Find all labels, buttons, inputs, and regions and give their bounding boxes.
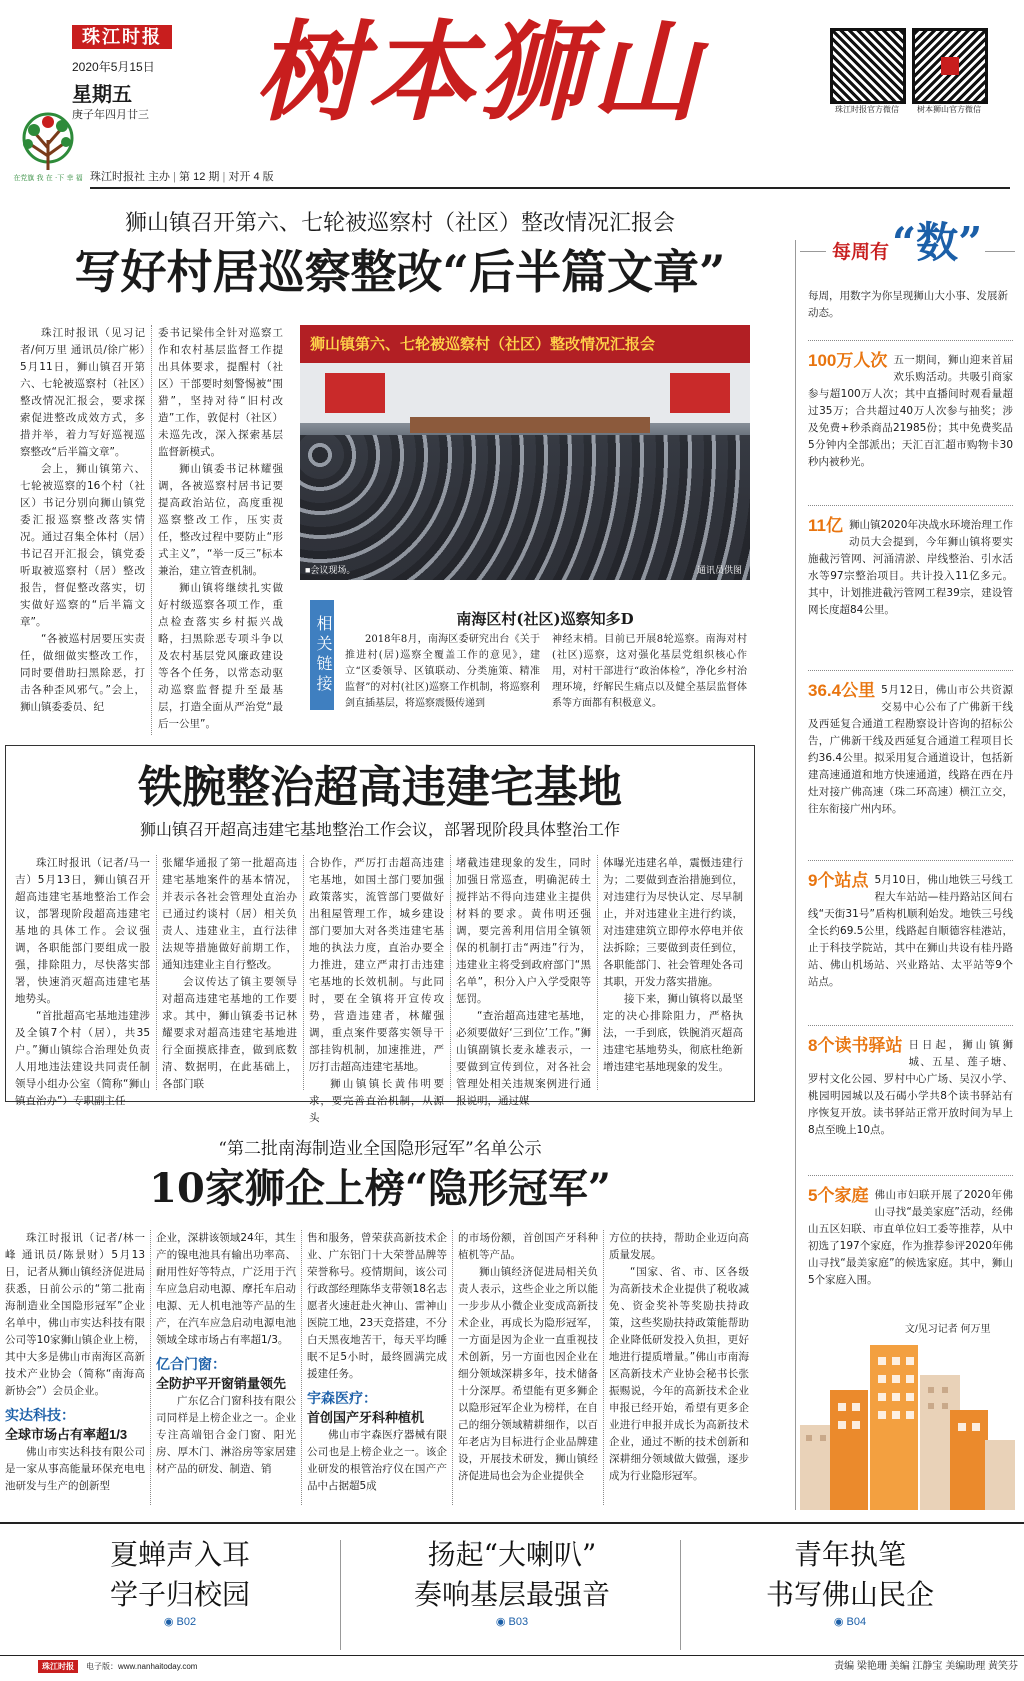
- weekly-item: [808, 670, 1013, 845]
- article3-company-2: 亿合门窗：: [156, 1356, 226, 1372]
- article2-col4: [456, 855, 591, 1107]
- article3-sub-3: 首创国产牙科种植机: [307, 1410, 425, 1425]
- emblem-caption: 在党旗 我 在 ·下 幸 福: [13, 174, 83, 182]
- related-link-col1: [345, 632, 540, 717]
- article2-col1-p1: 珠江时报讯（记者/马一吉）5月13日，狮山镇召开超高违建宅基地整治工作会议，部署现阶段超高违建宅基地的具体工作。会议强调，各职能部门要组成一股强，排除阻力，尽快落实部署，快速消灭超高违建宅基地势头。: [15, 857, 150, 1005]
- publisher-logo: 珠江时报: [72, 25, 172, 49]
- newspaper-title: 树本狮山: [255, 10, 704, 136]
- photo-caption-right: 通讯员供图: [696, 565, 742, 575]
- article3-col5: [609, 1230, 749, 1510]
- weekly-number: 11亿: [808, 516, 843, 535]
- weekly-item: [808, 1175, 1013, 1286]
- related-link-tag-text: 相关链接: [314, 615, 331, 695]
- weekly-text: 佛山市妇联开展了2020年佛山寻找“最美家庭”活动，经佛山五区妇联、市直单位妇工委等推荐，从中初选了197个家庭，作为推荐参评2020年佛山寻找“最美家庭”的候选家庭。其中，狮山5个家庭入围。: [808, 1189, 1013, 1286]
- info-issue: 第 12 期: [179, 171, 220, 183]
- article3-divider-2: [301, 1230, 302, 1505]
- related-link-p2: 神经末梢。目前已开展8轮巡察。南海对村(社区)巡察，这对强化基层党组织核心作用，对村干部进行“政治体检”，净化乡村治理环境，纾解民生痛点以及健全基层监督体系等方面都有积极意义。: [552, 634, 747, 709]
- article2-col3-p2: 狮山镇镇长黄伟明要求，要完善直治机制，从源头: [309, 1078, 444, 1124]
- teaser-page-ref: [700, 1615, 1000, 1628]
- footer-site[interactable]: 电子版：www.nanhaitoday.com: [86, 1662, 198, 1671]
- footer-rule: [0, 1655, 1024, 1656]
- related-link-tag: [310, 600, 334, 710]
- weekly-number: 9个站点: [808, 871, 869, 890]
- article3-divider-4: [603, 1230, 604, 1505]
- photo-banner-text: 狮山镇第六、七轮被巡察村（社区）整改情况汇报会: [310, 336, 656, 353]
- article3-col3-p2: 佛山市宇森医疗器械有限公司也是上榜企业之一。该企业研发的根管治疗仪在国产产品中占据超5成: [307, 1429, 447, 1492]
- weekly-number: 36.4公里: [808, 681, 876, 700]
- article1-kicker: 狮山镇召开第六、七轮被巡察村（社区）整改情况汇报会: [124, 211, 675, 236]
- weekly-title-main: “数”: [892, 218, 983, 267]
- article2-col4-p2: “查治超高违建宅基地，必须要做好‘三到位’工作。”狮山镇副镇长麦永雄表示，一要做到宣传到位，对各社会管理处相关违规案例进行通报说明，通过媒: [456, 1010, 591, 1107]
- teaser-page: B04: [846, 1616, 867, 1628]
- weekly-number: 100万人次: [808, 351, 888, 370]
- teaser-page-ref: [30, 1615, 330, 1628]
- weekly-number: 5个家庭: [808, 1186, 869, 1205]
- article1-col1: [20, 325, 145, 740]
- related-link-title: 南海区村(社区)巡察知多D: [456, 610, 634, 628]
- qr-code-shushan: [912, 28, 988, 104]
- weekly-header: [800, 215, 1020, 275]
- masthead: [0, 0, 1024, 195]
- article1-col2-p2: 狮山镇委书记林耀强调，各被巡察村居书记要提高政治站位，高度重视巡察整改工作，压实责任，整改过程中要防止“形式主义”，“举一反三”标本兼治，建立管查机制。: [158, 463, 283, 577]
- article3-kicker: “第二批南海制造业全国隐形冠军”名单公示: [218, 1139, 542, 1159]
- qr2-caption: 树本狮山官方微信: [917, 105, 981, 114]
- article2-col3: [309, 855, 444, 1124]
- weekly-credit: 文/见习记者 何万里: [905, 1324, 991, 1335]
- teaser-line2: 奏响基层最强音: [413, 1578, 610, 1611]
- weekly-title-prefix: 每周有: [832, 242, 890, 263]
- related-link-col2: [552, 632, 747, 717]
- info-pages: 对开 4 版: [228, 171, 274, 183]
- weekly-text: 5月10日，佛山地铁三号线工程大车站站—桂丹路站区间右线“天街31号”盾构机顺利始发。地铁三号线全长约69.5公里，线路起自顺德容桂港站，止于科技学院站，其中在狮山共设有桂丹路站、佛山机场站、兴业路站、太平站等9个站点。: [808, 874, 1013, 988]
- qr1-caption: 珠江时报官方微信: [835, 105, 899, 114]
- article1-col1-p2: 会上，狮山镇第六、七轮被巡察的16个村（社区）书记分别向狮山镇党委汇报巡察整改落实情况。通过召集全体村（居）书记召开汇报会，镇党委听取被巡察村（居）整改报告，督促整改落实，切实做好巡察的“后半篇文章”。: [20, 463, 145, 628]
- article3-col1-p2: 佛山市实达科技有限公司是一家从事高能量环保充电电池研发与生产的创新型: [5, 1446, 145, 1492]
- page-arrow-icon: ◉: [833, 1616, 844, 1628]
- article1-col1-p3: “各被巡村居要压实责任，做细做实整改工作，同时要借助扫黑除恶，打击各种歪风邪气。”会上，狮山镇委委员、纪: [20, 633, 145, 713]
- article2-col1: [15, 855, 150, 1107]
- party-tree-emblem-icon: [8, 110, 88, 185]
- article2-col5-p2: 接下来，狮山镇将以最坚定的决心排除阻力，严格执法，一手到底，铁腕消灭超高违建宅基地势头，彻底杜绝新增违建宅基地现象的发生。: [603, 993, 743, 1073]
- page-arrow-icon: ◉: [495, 1616, 506, 1628]
- article2-col2-p1: 张耀华通报了第一批超高违建宅基地案件的基本情况，并表示各社会管理处直治办已通过约谈村（居）相关负责人、违建业主，直行法律法规等措施做好前期工作，通知违建业主自行整改。: [162, 857, 297, 971]
- weekly-text: 五一期间，狮山迎来首届欢乐购活动。共吸引商家参与超100万人次；其中直播间时观看量超过35万；合共超过40万人次参与抽奖；涉及免费+秒杀商品21985份；其中免费奖品5分钟内全部派出；天汇百汇超市购物卡30秒内被秒光。: [808, 354, 1013, 468]
- weekly-item: [808, 1025, 1013, 1165]
- article2-col2: [162, 855, 297, 1095]
- weekly-text: 5月12日，佛山市公共资源交易中心公布了广佛新干线及西延复合通道工程勘察设计咨询的招标公告，广佛新干线及西延复合通道工程项目长约36.4公里。拟采用复合通道设计，包括新建高速通道和地方快速通道，线路在西在丹灶对接广佛高速（珠二环高速）横江立交，往东衔接广州内环。: [808, 684, 1013, 815]
- related-link-p1: 2018年8月，南海区委研究出台《关于推进村(居)巡察全覆盖工作的意见》，建立“区委领导、区镇联动、分类施策、精准监督”的对村(社区)巡察工作机制，将巡察利剑直插基层，将巡察震慑传递到: [345, 634, 540, 709]
- article3-col1-p1: 珠江时报讯（记者/林一峰 通讯员/陈景财）5月13日，记者从狮山镇经济促进局获悉，日前公示的“第二批南海制造业全国隐形冠军”企业名单中，佛山市实达科技有限公司等10家狮山镇企业上榜，其中大多是佛山市南海区高新技术产业协会（简称“南海高新协会”）会员企业。: [5, 1232, 145, 1397]
- sidebar-left-rule: [795, 240, 796, 1510]
- footer-staff: 责编 梁艳珊 美编 江静宝 美编助理 黄笑芬: [834, 1661, 1018, 1672]
- article2-col3-p1: 合协作，严厉打击超高违建宅基地，如国土部门要加强政策落实，流管部门要做好出租屋管理工作，城乡建设部门要加大对各类违建宅基地的执法力度，直治办要全力推进，建立严肃打击违建宅基地的长效机制。与此同时，要在全镇将开宣传攻势，营造违建者，林耀强调，重点案件要落实领导干部挂钩机制，加速推进，严厉打击超高违建宅基地。: [309, 857, 444, 1073]
- qr-code-zhujiang: [830, 28, 906, 104]
- article3-col3-p1: 售和服务，曾荣获高新技术企业、广东铝门十大荣誉品牌等荣誉称号。疫情期间，该公司行政部经理陈华支带领18名志愿者火速赶赴火神山、雷神山医院工地，23天竞搭建，不分白天黑夜地苦干，每天平均睡眠不足5小时，最终圆满完成援建任务。: [307, 1232, 447, 1380]
- info-host: 珠江时报社 主办: [90, 171, 171, 183]
- article2-headline: 铁腕整治超高违建宅基地: [138, 762, 622, 813]
- teaser-page-ref: [362, 1615, 662, 1628]
- article3-col2-p1: 企业，深耕该领域24年，其生产的镍电池具有输出功率高、耐用性好等特点，广泛用于汽车应急启动电源、摩托车启动电源、无人机电池等产品的生产，在汽车应急启动电源电池领域全球市场占有率超1/3。: [156, 1232, 296, 1346]
- teaser-page: B03: [508, 1616, 529, 1628]
- article3-col5-p2: “国家、省、市、区各级为高新技术企业提供了税收减免、资金奖补等奖励扶持政策，这些奖励扶持政策能帮助企业降低研发投入负担，更好地进行提质增量。”佛山市南海区高新技术产业协会秘书长张振赐说，今年的高新技术企业申报已经开始，希望有更多企业进行申报并成长为高新技术企业，通过不断的技术创新和深耕细分领域做大做强，逐步成为行业隐形冠军。: [609, 1266, 749, 1482]
- article2-divider-4: [597, 855, 598, 1090]
- article2-col2-p2: 会议传达了镇主要领导对超高违建宅基地的工作要求。其中，狮山镇委书记林耀要求对超高违建宅基地进行全面摸底排查，做到底数清、数据明，在此基础上，各部门联: [162, 976, 297, 1090]
- article3-col2: [156, 1230, 296, 1510]
- city-buildings-illustration: [800, 1335, 1015, 1510]
- article3-col2-p2: 广东亿合门窗科技有限公司同样是上榜企业之一。企业专注高端铝合金门窗、阳光房、厚木门、淋浴房等家居建材产品的研发、制造、销: [156, 1395, 296, 1475]
- bottom-divider-1: [340, 1540, 341, 1650]
- photo-caption-left: ■会议现场。: [305, 565, 356, 575]
- article2-divider-1: [156, 855, 157, 1090]
- weekly-item: [808, 505, 1013, 655]
- article2-col1-p2: “首批超高宅基地违建涉及全镇7个村（居），共35户。”狮山镇综合治理处负责人用地违法建设共同责任制领导小组办公室（简称“狮山镇直治办”）专职副主任: [15, 1010, 150, 1107]
- teaser-page: B02: [176, 1616, 197, 1628]
- article3-company-1: 实达科技：: [5, 1407, 75, 1423]
- weekly-text: 日日起，狮山镇狮城、五星、莲子塘、罗村文化公园、罗村中心广场、吴汉小学、桃园明园城以及石碣小学共8个读书驿站有序恢复开放。读书驿站正常开放时间为早上8点至晚上10点。: [808, 1039, 1013, 1136]
- weekly-list: [808, 340, 1013, 1286]
- article2-col4-p1: 堵截违建现象的发生，同时加强日常巡查，明确泥砖土搅拌站不得向违建业主提供材料的要求。黄伟明还强调，要完善利用信用全镇领保的机制打击“两违”行为，违建业主将受到政府部门“黑名单”，积分入户入学受限等惩罚。: [456, 857, 591, 1005]
- weekly-intro: 每周，用数字为你呈现狮山大小事、发展新动态。: [808, 290, 1008, 319]
- weekly-number: 8个读书驿站: [808, 1036, 903, 1055]
- teaser-line1: 夏蝉声入耳: [109, 1538, 250, 1571]
- page-arrow-icon: ◉: [163, 1616, 174, 1628]
- article1-photo: [300, 325, 750, 580]
- article1-headline: 写好村居巡察整改“后半篇文章”: [74, 245, 726, 299]
- article3-col5-p1: 方位的扶持，帮助企业迈向高质量发展。: [609, 1232, 749, 1261]
- article3-col3: [307, 1230, 447, 1510]
- footer-logo: 珠江时报: [38, 1660, 78, 1673]
- article3-divider-3: [452, 1230, 453, 1505]
- photo-stage-banner: [300, 325, 750, 363]
- weekly-item: [808, 860, 1013, 1010]
- bottom-top-rule: [0, 1522, 1024, 1524]
- article3-col4-p1: 的市场份额，首创国产牙科种植机等产品。: [458, 1232, 598, 1261]
- article3-headline: 10家狮企上榜“隐形冠军”: [149, 1165, 611, 1212]
- article2-col5-p1: 体曝光违建名单，震慑违建行为；二要做到查治措施到位，对违建行为尽快认定、尽早制止，并对违建业主进行约谈，对违建建筑立即停水停电并依法拆除；三要做到责任到位，各职能部门、社会管理处各司其职，开发力落实措施。: [603, 857, 743, 988]
- article2-col5: [603, 855, 743, 1095]
- teaser-line1: 扬起“大喇叭”: [427, 1538, 597, 1571]
- weekly-text: 狮山镇2020年决战水环境治理工作动员大会提到，今年狮山镇将要实施截污管网、河涌清淤、岸线整治、引水活水等97宗整治项目。共计投入11亿多元。其中，计划推进截污管网工程39宗，建设管网长度超84公里。: [808, 519, 1013, 616]
- article3-col4: [458, 1230, 598, 1510]
- info-bar: 珠江时报社 主办 | 第 12 期 | 对开 4 版: [90, 171, 274, 183]
- article3-col4-p2: 狮山镇经济促进局相关负责人表示，这些企业之所以能一步步从小微企业变成高新技术企业，再成长为隐形冠军，一方面是因为企业一直重视技术创新，另一方面也因企业在细分领域深耕多年，技术储备十分深厚。希望能有更多狮企以隐形冠军企业为榜样，在自己的细分领域精耕细作，以百年老店为目标进行企业品牌建设，开展技术研发，狮山镇经济促进局也会为企业提供全: [458, 1266, 598, 1482]
- article1-col2: [158, 325, 283, 740]
- article3-sub-1: 全球市场占有率超1/3: [5, 1427, 128, 1442]
- teaser-line2: 学子归校园: [109, 1578, 250, 1611]
- bottom-divider-2: [680, 1540, 681, 1650]
- masthead-rule: [90, 187, 1010, 189]
- article3-company-3: 宇森医疗：: [307, 1390, 377, 1406]
- article1-col2-p3: 狮山镇将继续扎实做好村级巡察各项工作，重点检查落实乡村振兴战略，扫黑除恶专项斗争以及农村基层党风廉政建设等各个任务，以常态动驱动巡察监督提升至最基层，打造全面从严治党“最后一公里”。: [158, 582, 283, 730]
- weekly-item: [808, 340, 1013, 490]
- article3-col1: [5, 1230, 145, 1510]
- article2-divider-3: [450, 855, 451, 1090]
- issue-lunar: 庚子年四月廿三: [72, 109, 149, 121]
- article1-col1-p1: 珠江时报讯（见习记者/何万里 通讯员/徐广彬）5月11日，狮山镇召开第六、七轮被巡察村（社区）整改情况汇报会，要求探索促进整改成效方式，多措并举，着力写好巡视巡察整改“后半篇文章”。: [20, 327, 145, 458]
- article1-divider: [151, 325, 152, 735]
- article2-divider-2: [303, 855, 304, 1090]
- issue-weekday: 星期五: [72, 84, 132, 106]
- article3-divider-1: [150, 1230, 151, 1505]
- article2-subhead: 狮山镇召开超高违建宅基地整治工作会议，部署现阶段具体整治工作: [139, 822, 620, 839]
- article1-col2-p1: 委书记梁伟全针对巡察工作和农村基层监督工作提出具体要求，提醒村（社区）干部要时刻警惕被“围猎”，坚持对待“旧村改造”工作，敦促村（社区）未巡先改，深入探索基层监督新模式。: [158, 327, 283, 458]
- teaser-line2: 书写佛山民企: [765, 1578, 934, 1611]
- teaser-b03[interactable]: [362, 1535, 662, 1645]
- teaser-b04[interactable]: [700, 1535, 1000, 1645]
- teaser-b02[interactable]: [30, 1535, 330, 1645]
- article3-sub-2: 全防护平开窗销量领先: [156, 1376, 287, 1391]
- issue-date: 2020年5月15日: [72, 60, 155, 74]
- teaser-line1: 青年执笔: [793, 1538, 906, 1571]
